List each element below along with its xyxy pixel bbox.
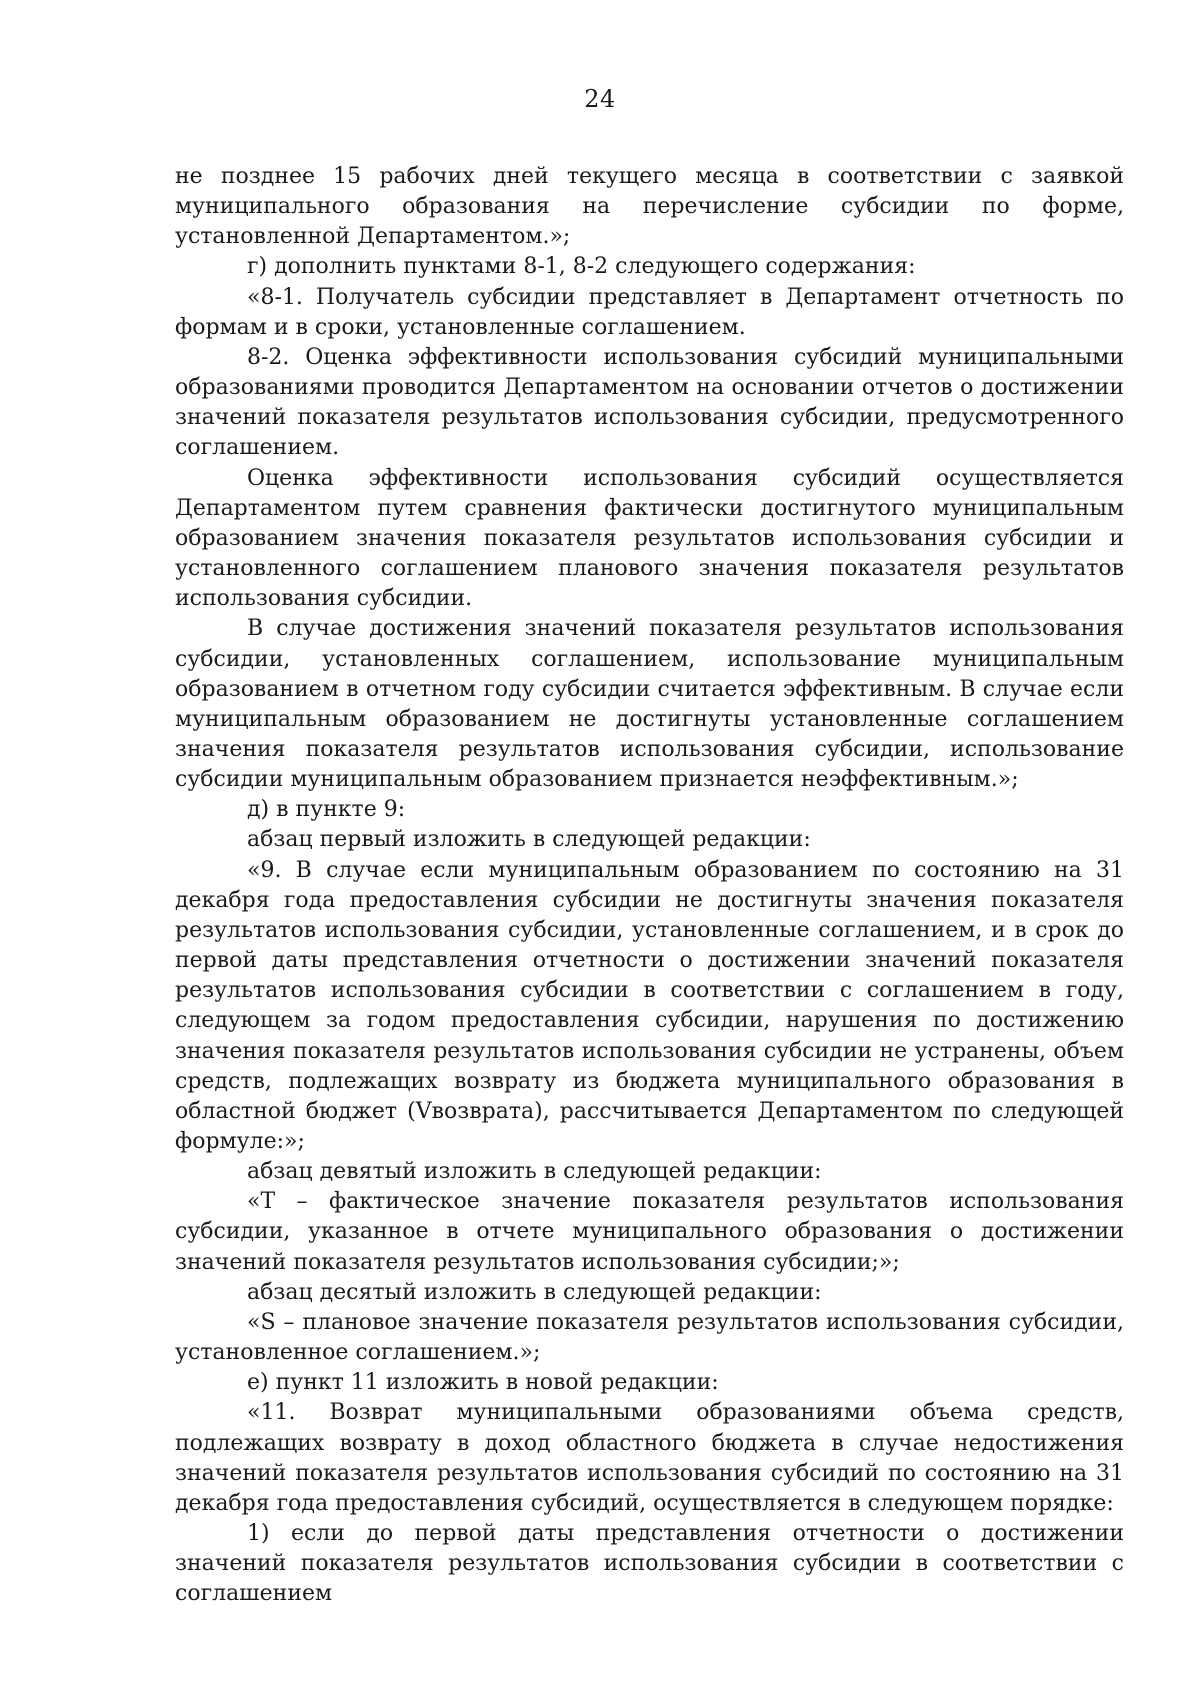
paragraph-11-1: 1) если до первой даты представления отчетности о достижении значений показателя результатов использования субсидии в соответствии с соглашением — [175, 1521, 1124, 1607]
paragraph-item-d: д) в пункте 9: — [247, 797, 406, 823]
paragraph-item-g: г) дополнить пунктами 8-1, 8-2 следующего содержания: — [247, 254, 916, 280]
paragraph-first-abzac: абзац первый изложить в следующей редакции: — [247, 827, 811, 853]
paragraph-tenth-abzac: абзац десятый изложить в следующей редакции: — [247, 1279, 822, 1305]
paragraph-11: «11. Возврат муниципальными образованиями объема средств, подлежащих возврату в доход областного бюджета в случае недостижения значений показателя результатов использования субсидий по состоянию на 31 декабря года предоставления субсидий, осуществляется в следующем порядке: — [175, 1400, 1124, 1516]
paragraph-effectiveness: В случае достижения значений показателя результатов использования субсидии, установленных соглашением, использование муниципальным образованием в отчетном году субсидии считается эффективным. В случае если муниципальным образованием не достигнуты установленные соглашением значения показателя результатов использования субсидии, использование субсидии муниципальным образованием признается неэффективным.»; — [175, 616, 1124, 793]
paragraph-8-1: «8-1. Получатель субсидии представляет в Департамент отчетность по формам и в сроки, установленные соглашением. — [175, 284, 1124, 340]
paragraph-evaluation: Оценка эффективности использования субсидий осуществляется Департаментом путем сравнения фактически достигнутого муниципальным образованием значения показателя результатов использования субсидии и установленного соглашением планового значения показателя результатов использования субсидии. — [175, 465, 1124, 612]
document-body — [175, 162, 1124, 1610]
paragraph-item-e: е) пункт 11 изложить в новой редакции: — [247, 1370, 719, 1396]
page-number: 24 — [584, 85, 616, 113]
paragraph-8-2: 8-2. Оценка эффективности использования субсидий муниципальными образованиями проводится Департаментом на основании отчетов о достижении значений показателя результатов использования субсидии, предусмотренного соглашением. — [175, 344, 1124, 461]
paragraph-9: «9. В случае если муниципальным образованием по состоянию на 31 декабря года предоставления субсидии не достигнуты значения показателя результатов использования субсидии, установленные соглашением, и в срок до первой даты представления отчетности о достижении значений показателя результатов использования субсидии в соответствии с соглашением в году, следующем за годом предоставления субсидии, нарушения по достижению значения показателя результатов использования субсидии не устранены, объем средств, подлежащих возврату из бюджета муниципального образования в областной бюджет (Vвозврата), рассчитывается Департаментом по следующей формуле:»; — [175, 857, 1124, 1154]
paragraph-ninth-abzac: абзац девятый изложить в следующей редакции: — [247, 1159, 822, 1185]
paragraph-s-definition: «S – плановое значение показателя результатов использования субсидии, установленное соглашением.»; — [175, 1309, 1124, 1366]
paragraph-continuation: не позднее 15 рабочих дней текущего месяца в соответствии с заявкой муниципального образования на перечисление субсидии по форме, установленной Департаментом.»; — [175, 164, 1124, 250]
paragraph-t-definition: «T – фактическое значение показателя результатов использования субсидии, указанное в отчете муниципального образования о достижении значений показателя результатов использования субсидии;»; — [175, 1189, 1124, 1275]
